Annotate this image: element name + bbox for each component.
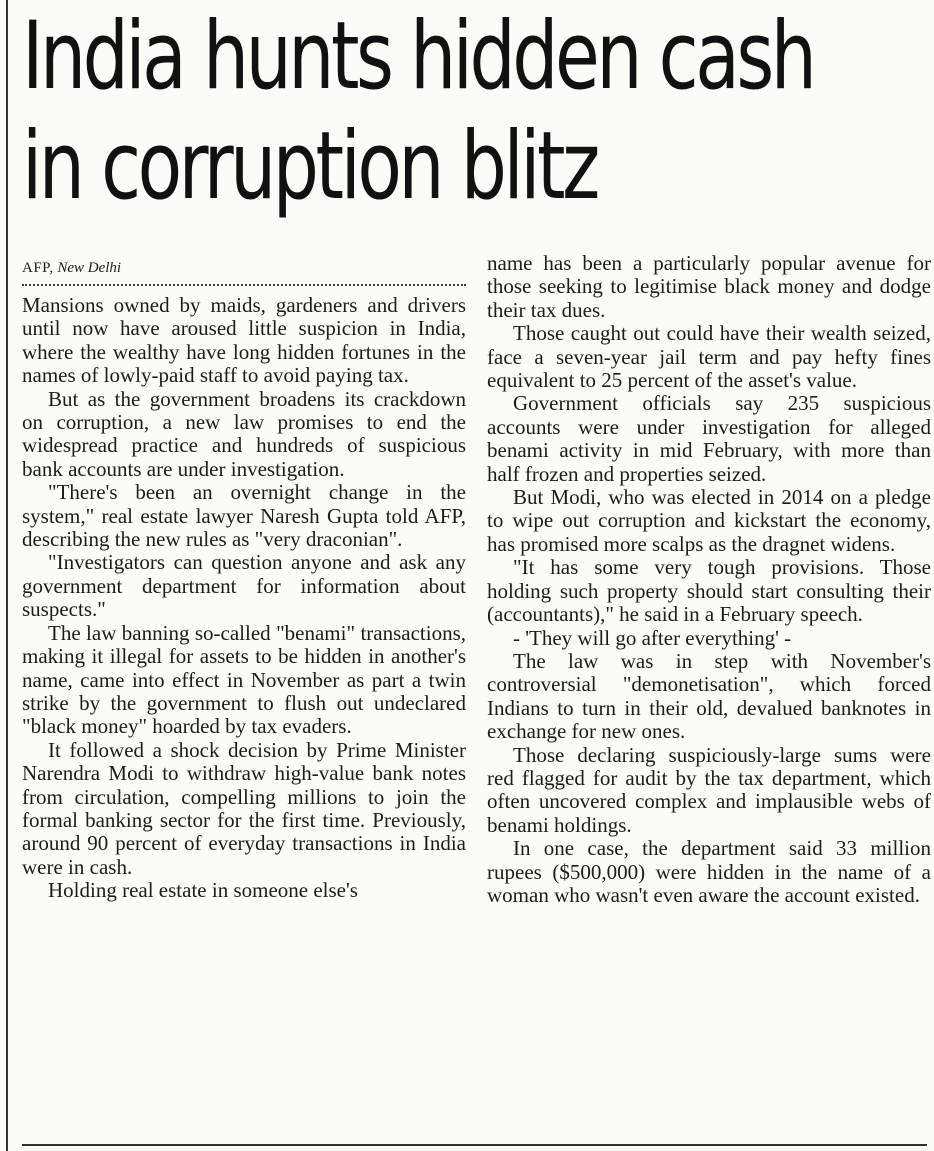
paragraph: name has been a particularly popular avenue for those seeking to legitimise black money and dodge their tax dues.: [487, 251, 931, 322]
headline-line-2: in corruption blitz: [22, 112, 597, 221]
paragraph: It followed a shock decision by Prime Minister Narendra Modi to withdraw high-value bank notes from circulation, compelling millions to join the formal banking sector for the first time. Previously, around 90 percent of everyday transactions in India were in cash.: [22, 737, 466, 879]
paragraph: Government officials say 235 suspicious accounts were under investigation for alleged benami activity in mid February, with more than half frozen and properties seized.: [487, 391, 931, 486]
paragraph: "Investigators can question anyone and ask any government department for information about suspects.": [22, 550, 466, 622]
article-column-left: [22, 252, 466, 903]
paragraph: "There's been an overnight change in the system," real estate lawyer Naresh Gupta told AFP, describing the new rules as "very draconian".: [22, 480, 466, 552]
subheading: - 'They will go after everything' -: [513, 625, 792, 650]
byline: [22, 258, 466, 284]
paragraph: The law banning so-called "benami" transactions, making it illegal for assets to be hidden in another's name, came into effect in November as part a twin strike by the government to flush out undeclared "black money" hoarded by tax evaders.: [22, 620, 466, 739]
paragraph: Mansions owned by maids, gardeners and drivers until now have aroused little suspicion in India, where the wealthy have long hidden fortunes in the names of lowly-paid staff to avoid paying tax.: [22, 293, 466, 388]
byline-divider: [22, 284, 466, 286]
article-column-right: [487, 252, 931, 907]
paragraph: "It has some very tough provisions. Those holding such property should start consulting their (accountants)," he said in a February speech.: [487, 555, 931, 627]
paragraph: Holding real estate in someone else's: [48, 878, 358, 903]
paragraph: But Modi, who was elected in 2014 on a pledge to wipe out corruption and kickstart the economy, has promised more scalps as the dragnet widens.: [487, 485, 931, 556]
byline-agency: AFP,: [22, 260, 54, 276]
byline-location: New Delhi: [57, 260, 122, 276]
paragraph: In one case, the department said 33 million rupees ($500,000) were hidden in the name of a woman who wasn't even aware the account existed.: [487, 836, 931, 907]
headline: [22, 2, 814, 222]
paragraph: Those declaring suspiciously-large sums were red flagged for audit by the tax department, which often uncovered complex and implausible webs of benami holdings.: [487, 742, 931, 837]
paragraph: But as the government broadens its crackdown on corruption, a new law promises to end the widespread practice and hundreds of suspicious bank accounts are under investigation.: [22, 386, 466, 481]
paragraph: The law was in step with November's controversial "demonetisation", which forced Indians to turn in their old, devalued banknotes in exchange for new ones.: [487, 648, 931, 744]
column-rule-left: [6, 0, 8, 1151]
headline-line-1: India hunts hidden cash: [22, 2, 814, 111]
paragraph: Those caught out could have their wealth seized, face a seven-year jail term and pay hefty fines equivalent to 25 percent of the asset's value.: [487, 321, 931, 393]
bottom-rule: [22, 1144, 927, 1146]
